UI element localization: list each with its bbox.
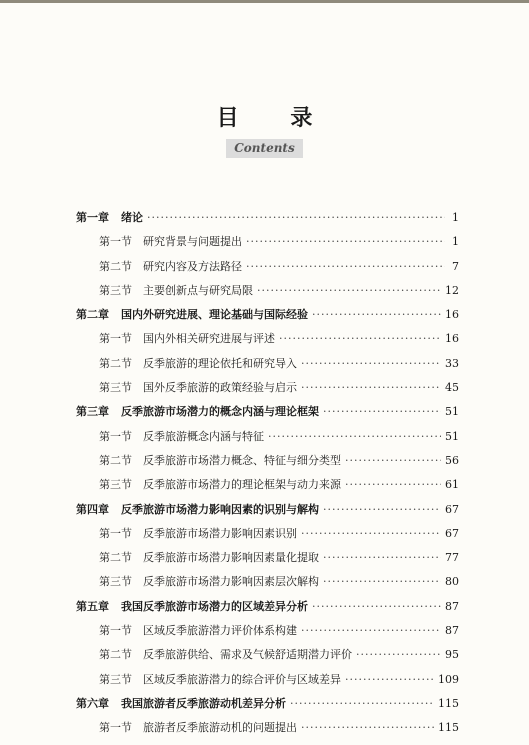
toc-dot-leader xyxy=(312,599,441,615)
toc-page-number: 115 xyxy=(438,721,459,735)
toc-dot-leader xyxy=(323,502,441,518)
toc-entry-number: 第二节 xyxy=(99,453,132,467)
toc-dot-leader xyxy=(301,356,441,372)
toc-page-number: 12 xyxy=(445,283,459,297)
toc-dot-leader xyxy=(301,623,441,639)
toc-entry-number: 第一节 xyxy=(99,526,132,540)
toc-entry-title: 研究背景与问题提出 xyxy=(143,235,242,249)
toc-page-number: 16 xyxy=(445,332,459,346)
toc-dot-leader xyxy=(279,331,441,347)
toc-page-number: 7 xyxy=(452,259,459,273)
toc-entry-title: 反季旅游市场潜力的概念内涵与理论框架 xyxy=(121,405,319,419)
toc-entry-title: 我国反季旅游市场潜力的区域差异分析 xyxy=(121,599,308,613)
toc-section-row[interactable] xyxy=(76,477,459,501)
toc-entry-title: 国外反季旅游的政策经验与启示 xyxy=(143,381,297,395)
toc-page-number: 56 xyxy=(445,453,459,467)
toc-dot-leader xyxy=(323,404,441,420)
toc-dot-leader xyxy=(312,307,441,323)
toc-dot-leader xyxy=(323,574,441,590)
toc-entry-title: 旅游者反季旅游动机的问题提出 xyxy=(143,721,297,735)
toc-entry-number: 第一节 xyxy=(99,721,132,735)
toc-page-number: 115 xyxy=(438,696,459,710)
toc-page-number: 87 xyxy=(445,599,459,613)
toc-section-row[interactable] xyxy=(76,672,459,696)
toc-entry-number: 第四章 xyxy=(76,502,109,516)
toc-section-row[interactable] xyxy=(76,526,459,550)
toc-entry-number: 第一章 xyxy=(76,211,109,224)
toc-section-row[interactable] xyxy=(76,550,459,574)
toc-dot-leader xyxy=(345,672,434,688)
toc-dot-leader xyxy=(290,696,434,712)
table-of-contents xyxy=(76,210,459,745)
toc-entry-number: 第三节 xyxy=(99,575,132,589)
toc-page-number: 16 xyxy=(445,308,459,322)
toc-dot-leader xyxy=(257,283,441,299)
toc-page-number: 77 xyxy=(445,551,459,565)
toc-entry-title: 反季旅游市场潜力影响因素量化提取 xyxy=(143,551,319,565)
toc-page-number: 51 xyxy=(445,405,459,419)
toc-entry-title: 我国旅游者反季旅游动机差异分析 xyxy=(121,696,286,710)
toc-entry-title: 反季旅游供给、需求及气候舒适期潜力评价 xyxy=(143,648,352,662)
toc-entry-number: 第三节 xyxy=(99,381,132,395)
toc-chapter-row[interactable] xyxy=(76,307,459,331)
page-subtitle: Contents xyxy=(226,139,302,158)
toc-section-row[interactable] xyxy=(76,259,459,283)
toc-page-number: 61 xyxy=(445,478,459,492)
toc-section-row[interactable] xyxy=(76,453,459,477)
toc-entry-title: 绪论 xyxy=(121,211,143,224)
toc-section-row[interactable] xyxy=(76,647,459,671)
toc-chapter-row[interactable] xyxy=(76,502,459,526)
toc-entry-title: 区域反季旅游潜力的综合评价与区域差异 xyxy=(143,672,341,686)
toc-dot-leader xyxy=(323,550,441,566)
toc-page-number: 87 xyxy=(445,624,459,638)
toc-entry-number: 第二节 xyxy=(99,551,132,565)
toc-dot-leader xyxy=(246,259,445,275)
toc-entry-number: 第二节 xyxy=(99,648,132,662)
toc-entry-number: 第五章 xyxy=(76,599,109,613)
toc-entry-title: 反季旅游的理论依托和研究导入 xyxy=(143,356,297,370)
page-title: 目 录 xyxy=(216,105,335,131)
subtitle-container xyxy=(0,137,529,158)
toc-page-number: 51 xyxy=(445,429,459,443)
toc-entry-title: 反季旅游市场潜力的理论框架与动力来源 xyxy=(143,478,341,492)
toc-entry-title: 研究内容及方法路径 xyxy=(143,259,242,273)
toc-section-row[interactable] xyxy=(76,720,459,744)
toc-entry-number: 第一节 xyxy=(99,624,132,638)
toc-dot-leader xyxy=(246,234,445,250)
toc-page-number: 95 xyxy=(445,648,459,662)
toc-entry-title: 反季旅游市场潜力影响因素层次解构 xyxy=(143,575,319,589)
toc-entry-number: 第一节 xyxy=(99,235,132,249)
toc-dot-leader xyxy=(147,210,445,226)
toc-chapter-row[interactable] xyxy=(76,404,459,428)
toc-section-row[interactable] xyxy=(76,623,459,647)
toc-entry-number: 第六章 xyxy=(76,696,109,710)
toc-page-number: 45 xyxy=(445,381,459,395)
toc-page-number: 109 xyxy=(438,672,459,686)
toc-entry-title: 反季旅游市场潜力概念、特征与细分类型 xyxy=(143,453,341,467)
toc-section-row[interactable] xyxy=(76,356,459,380)
toc-entry-number: 第一节 xyxy=(99,332,132,346)
toc-section-row[interactable] xyxy=(76,380,459,404)
toc-section-row[interactable] xyxy=(76,331,459,355)
toc-dot-leader xyxy=(268,429,441,445)
toc-section-row[interactable] xyxy=(76,283,459,307)
toc-dot-leader xyxy=(345,453,441,469)
toc-page-number: 67 xyxy=(445,526,459,540)
toc-page-number: 80 xyxy=(445,575,459,589)
toc-entry-number: 第三节 xyxy=(99,478,132,492)
toc-dot-leader xyxy=(301,380,441,396)
toc-chapter-row[interactable] xyxy=(76,210,459,234)
toc-section-row[interactable] xyxy=(76,234,459,258)
toc-page-number: 33 xyxy=(445,356,459,370)
toc-entry-number: 第二节 xyxy=(99,356,132,370)
toc-entry-title: 反季旅游市场潜力影响因素的识别与解构 xyxy=(121,502,319,516)
toc-entry-title: 国内外研究进展、理论基础与国际经验 xyxy=(121,308,308,322)
toc-page-number: 1 xyxy=(452,211,459,224)
toc-section-row[interactable] xyxy=(76,574,459,598)
toc-entry-number: 第三节 xyxy=(99,283,132,297)
toc-entry-number: 第一节 xyxy=(99,429,132,443)
top-border-rule xyxy=(0,0,529,3)
toc-entry-title: 国内外相关研究进展与评述 xyxy=(143,332,275,346)
toc-dot-leader xyxy=(301,720,434,736)
toc-dot-leader xyxy=(356,647,441,663)
toc-entry-number: 第二节 xyxy=(99,259,132,273)
toc-page-number: 67 xyxy=(445,502,459,516)
toc-entry-title: 反季旅游市场潜力影响因素识别 xyxy=(143,526,297,540)
toc-chapter-row[interactable] xyxy=(76,599,459,623)
toc-entry-title: 区域反季旅游潜力评价体系构建 xyxy=(143,624,297,638)
toc-dot-leader xyxy=(301,526,441,542)
toc-entry-number: 第二章 xyxy=(76,308,109,322)
toc-entry-title: 反季旅游概念内涵与特征 xyxy=(143,429,264,443)
toc-entry-title: 主要创新点与研究局限 xyxy=(143,283,253,297)
toc-entry-number: 第三节 xyxy=(99,672,132,686)
toc-dot-leader xyxy=(345,477,441,493)
toc-page-number: 1 xyxy=(452,235,459,249)
toc-entry-number: 第三章 xyxy=(76,405,109,419)
toc-section-row[interactable] xyxy=(76,429,459,453)
